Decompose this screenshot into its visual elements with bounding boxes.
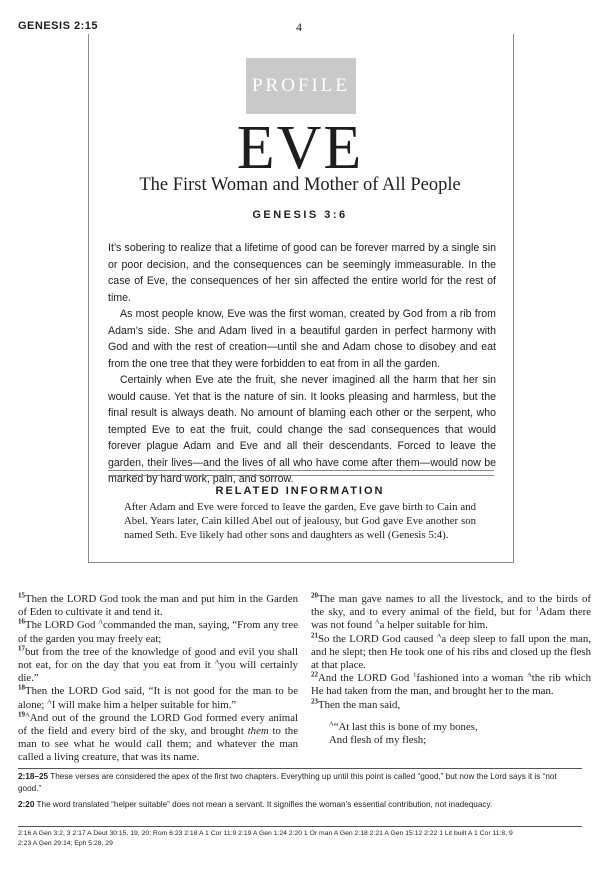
running-head: GENESIS 2:15 bbox=[18, 20, 98, 32]
scripture-column-right bbox=[311, 593, 591, 747]
verse-17: $^{17}$but from the tree of the knowledge of good and evil you shall not eat, for on the day that you eat from it $^A$you will certainly die.” bbox=[18, 644, 298, 685]
poem-line: $^A$“At last this is bone of my bones, bbox=[329, 720, 478, 733]
verse-15: $^{15}$Then the LORD God took the man and put him in the Garden of Eden to cultivate it and tend it. bbox=[18, 591, 298, 619]
section-divider bbox=[108, 470, 494, 476]
verse-20: $^{20}$The man gave names to all the livestock, and to the birds of the sky, and to every animal of the field, but for $^1$Adam there was not found $^A$a helper suitable for him. bbox=[311, 591, 592, 632]
verse-21: $^{21}$So the LORD God caused $^A$a deep sleep to fall upon the man, and he slept; then He took one of his ribs and closed up the flesh at that place. bbox=[311, 631, 591, 672]
study-notes bbox=[18, 771, 582, 811]
profile-paragraph: As most people know, Eve was the first woman, created by God from a rib from Adam’s side. She and Adam lived in a beautiful garden in perfect harmony with God and with the rest of creation—until she and Adam chose to disobey and eat from the one tree that they were forbidden to eat from in all the garden. bbox=[108, 308, 496, 370]
profile-label: PROFILE bbox=[246, 58, 356, 114]
profile-paragraph: It’s sobering to realize that a lifetime of good can be forever marred by a single sin or poor decision, and the consequences can be seemingly immeasurable. In the case of Eve, the consequences of her sin affected the entire world for the rest of time. bbox=[108, 242, 496, 304]
notes-rule bbox=[18, 768, 582, 769]
related-text: After Adam and Eve were forced to leave the garden, Eve gave birth to Cain and Abel. Years later, Cain killed Abel out of jealousy, but God gave Eve another son named Seth. Eve likely had other sons and daughters as well (Genesis 5:4). bbox=[124, 501, 476, 541]
study-note: 2:20 The word translated “helper suitable” does not mean a servant. It signifies the woman’s essential contribution, not inadequacy. bbox=[18, 800, 493, 809]
verse-16: $^{16}$The LORD God $^A$commanded the man, saying, “From any tree of the garden you may freely eat; bbox=[18, 617, 298, 645]
verse-18: $^{18}$Then the LORD God said, “It is not good for the man to be alone; $^A$I will make him a helper suitable for him.” bbox=[18, 683, 298, 711]
profile-name: EVE bbox=[236, 114, 364, 182]
cross-reference-rule bbox=[18, 826, 582, 827]
profile-paragraph: Certainly when Eve ate the fruit, she never imagined all the harm that her sin would cause. Yet that is the nature of sin. It looks pleasing and harmless, but the final result is always death. No amount of blaming each other or the serpent, who tempted Eve to eat the fruit, could change the sad consequences that would forever plague Adam and Eve and all their descendants. Forced to leave the garden, their lives—and the lives of all who have come after them—would now be marked by hard work, pain, and sorrow. bbox=[108, 374, 496, 485]
page-number: 4 bbox=[296, 20, 302, 34]
study-note: 2:18–25 These verses are considered the apex of the first two chapters. Everything up until this point is called “good,” but now the Lord says it is “not good.” bbox=[18, 772, 557, 793]
verse-23: $^{23}$Then the man said, bbox=[311, 697, 401, 711]
profile-body bbox=[108, 240, 496, 488]
profile-reference: GENESIS 3:6 bbox=[252, 209, 348, 221]
verse-22: $^{22}$And the LORD God $^1$fashioned into a woman $^A$the rib which He had taken from the man, and brought her to the man. bbox=[311, 670, 592, 698]
verse-19: $^{19A}$And out of the ground the LORD God formed every animal of the field and every bird of the sky, and brought them to the man to see what he would call them; and whatever the man called a living creature, that was its name. bbox=[18, 710, 298, 764]
profile-subtitle: The First Woman and Mother of All People bbox=[139, 175, 461, 195]
cross-reference-line: 2:16 A Gen 3:2, 3 2:17 A Deut 30:15, 19, 20; Rom 6:23 2:18 A 1 Cor 11:9 2:19 A Gen 1:24 2:20 1 Or man A Gen 2:18 2:21 A Gen 15:12 2:22 1 Lit built A 1 Cor 11:8, 9 bbox=[18, 830, 513, 837]
poem-line: And flesh of my flesh; bbox=[329, 734, 427, 747]
cross-reference-line: 2:23 A Gen 29:14; Eph 5:28, 29 bbox=[18, 839, 113, 847]
scripture-column-left bbox=[18, 593, 298, 765]
cross-references bbox=[18, 829, 582, 848]
related-heading: RELATED INFORMATION bbox=[215, 485, 385, 497]
